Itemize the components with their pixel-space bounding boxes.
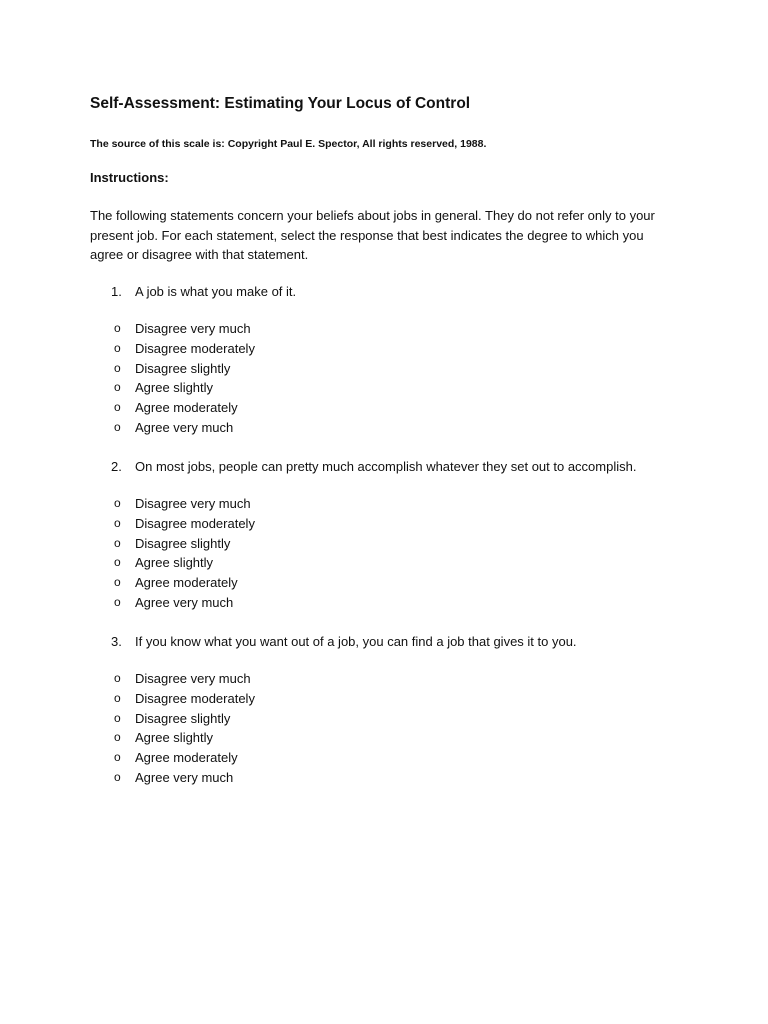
instructions-text: The following statements concern your beliefs about jobs in general. They do not refer only to your present job. For each statement, select the response that best indicates the degree to which you agree or disagree with that statement.	[90, 208, 655, 262]
bullet-icon: o	[114, 400, 121, 415]
question-text: On most jobs, people can pretty much accomplish whatever they set out to accomplish.	[135, 459, 637, 474]
bullet-icon: o	[114, 340, 121, 355]
bullet-icon: o	[114, 535, 121, 550]
option-label: Agree very much	[135, 769, 234, 785]
response-option[interactable]	[0, 514, 768, 534]
response-option[interactable]	[0, 709, 768, 729]
option-label: Disagree moderately	[135, 340, 255, 356]
option-label: Agree very much	[135, 419, 234, 435]
bullet-icon: o	[114, 710, 121, 725]
option-label: Disagree very much	[135, 496, 251, 511]
response-options	[0, 669, 768, 788]
response-option[interactable]	[0, 398, 768, 418]
question-number: 1.	[111, 284, 122, 299]
response-option[interactable]	[0, 573, 768, 593]
bullet-icon: o	[114, 496, 121, 510]
option-label: Disagree moderately	[135, 690, 255, 706]
option-label: Disagree slightly	[135, 535, 231, 551]
bullet-icon: o	[114, 750, 121, 765]
bullet-icon: o	[114, 555, 121, 570]
question-line	[0, 457, 768, 477]
option-label: Agree very much	[135, 594, 234, 610]
bullet-icon: o	[114, 419, 121, 434]
question-3	[0, 632, 768, 785]
option-label: Agree moderately	[135, 575, 238, 591]
question-number: 2.	[111, 459, 122, 474]
question-2	[0, 457, 768, 610]
question-line	[0, 282, 768, 302]
response-option[interactable]	[0, 689, 768, 709]
instructions-heading: Instructions:	[90, 170, 169, 185]
bullet-icon: o	[114, 730, 121, 745]
bullet-icon: o	[114, 380, 121, 395]
bullet-icon: o	[114, 769, 121, 784]
bullet-icon: o	[114, 594, 121, 609]
option-label: Disagree slightly	[135, 360, 231, 376]
response-option[interactable]	[0, 593, 768, 613]
question-text: If you know what you want out of a job, you can find a job that gives it to you.	[135, 634, 577, 649]
response-option[interactable]	[0, 669, 768, 689]
bullet-icon: o	[114, 671, 121, 685]
response-option[interactable]	[0, 494, 768, 514]
response-option[interactable]	[0, 768, 768, 788]
bullet-icon: o	[114, 515, 121, 530]
response-option[interactable]	[0, 359, 768, 379]
response-option[interactable]	[0, 319, 768, 339]
option-label: Disagree very much	[135, 671, 251, 686]
response-option[interactable]	[0, 534, 768, 554]
response-option[interactable]	[0, 748, 768, 768]
question-text: A job is what you make of it.	[135, 284, 297, 299]
source-note: The source of this scale is: Copyright Paul E. Spector, All rights reserved, 1988.	[90, 138, 487, 150]
question-1	[0, 282, 768, 435]
bullet-icon: o	[114, 690, 121, 705]
response-option[interactable]	[0, 728, 768, 748]
response-option[interactable]	[0, 418, 768, 438]
option-label: Agree moderately	[135, 400, 238, 416]
option-label: Disagree very much	[135, 321, 251, 336]
bullet-icon: o	[114, 360, 121, 375]
response-options	[0, 494, 768, 613]
response-option[interactable]	[0, 378, 768, 398]
response-options	[0, 319, 768, 438]
response-option[interactable]	[0, 553, 768, 573]
option-label: Agree moderately	[135, 750, 238, 766]
document-title: Self-Assessment: Estimating Your Locus of Control	[90, 95, 471, 112]
option-label: Agree slightly	[135, 730, 214, 746]
option-label: Disagree moderately	[135, 515, 255, 531]
option-label: Disagree slightly	[135, 710, 231, 726]
question-number: 3.	[111, 634, 122, 649]
response-option[interactable]	[0, 339, 768, 359]
bullet-icon: o	[114, 321, 121, 335]
option-label: Agree slightly	[135, 555, 214, 571]
bullet-icon: o	[114, 575, 121, 590]
option-label: Agree slightly	[135, 380, 214, 396]
question-line	[0, 632, 768, 652]
